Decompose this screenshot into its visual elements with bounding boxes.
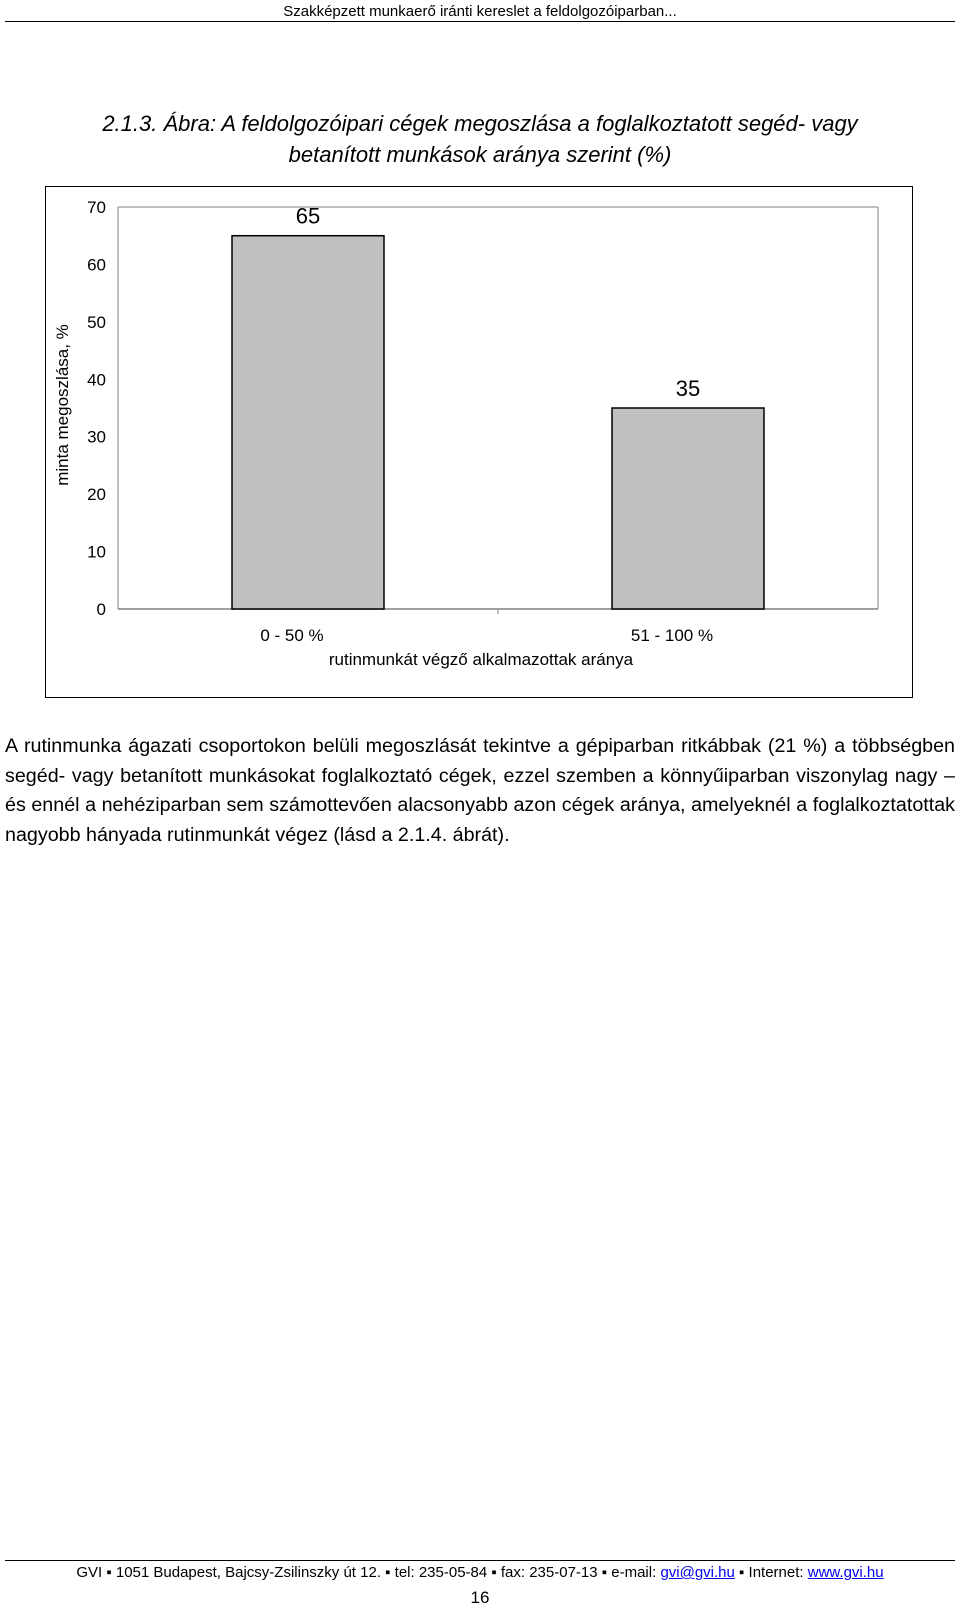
bar-chart — [46, 187, 912, 697]
footer-divider — [5, 1560, 955, 1561]
running-header: Szakképzett munkaerő iránti kereslet a feldolgozóiparban... — [283, 3, 677, 20]
y-tick-label: 70 — [87, 198, 106, 217]
page-number: 16 — [470, 1588, 490, 1607]
footer-contact: GVI ▪ 1051 Budapest, Bajcsy-Zsilinszky út 12. ▪ tel: 235-05-84 ▪ fax: 235-07-13 ▪ e-mail: — [76, 1564, 661, 1581]
bar — [232, 236, 384, 609]
figure-title — [0, 108, 960, 170]
figure-title-line-1: 2.1.3. Ábra: A feldolgozóipari cégek megoszlása a foglalkoztatott segéd- vagy — [102, 111, 858, 136]
y-tick-label: 20 — [87, 485, 106, 505]
x-axis-title: rutinmunkát végző alkalmazottak aránya — [328, 650, 634, 669]
figure-title-line-2: betanított munkások aránya szerint (%) — [288, 142, 672, 167]
bar-data-label: 35 — [675, 376, 701, 401]
y-tick-label: 30 — [87, 427, 106, 447]
y-tick-label: 10 — [87, 542, 106, 562]
x-tick-label: 0 - 50 % — [260, 626, 324, 645]
y-tick-label: 40 — [87, 370, 106, 390]
y-tick-label: 0 — [96, 600, 106, 619]
header-divider — [5, 21, 955, 22]
chart-container — [45, 186, 913, 698]
website-link[interactable]: www.gvi.hu — [807, 1564, 884, 1581]
y-axis-title: minta megoszlása, % — [53, 324, 72, 486]
footer-internet-label: ▪ Internet: — [734, 1564, 808, 1581]
body-paragraph: A rutinmunka ágazati csoportokon belüli megoszlását tekintve a gépiparban ritkábbak (21 %) a többségben segéd- vagy betanított munkásokat foglalkoztató cégek, ezzel szemben a könnyűiparban viszonylag nagy – és ennél a nehéziparban sem számottevően alacsonyabb azon cégek aránya, amelyeknél a foglalkoztatottak nagyobb hányada rutinmunkát végez (lásd a 2.1.4. ábrát). — [5, 735, 955, 846]
bar — [612, 408, 764, 609]
footer — [0, 1564, 960, 1582]
y-tick-label: 60 — [87, 255, 106, 275]
email-link[interactable]: gvi@gvi.hu — [660, 1564, 735, 1581]
x-tick-label: 51 - 100 % — [630, 626, 714, 645]
y-tick-label: 50 — [87, 312, 106, 332]
bar-data-label: 65 — [295, 203, 321, 229]
